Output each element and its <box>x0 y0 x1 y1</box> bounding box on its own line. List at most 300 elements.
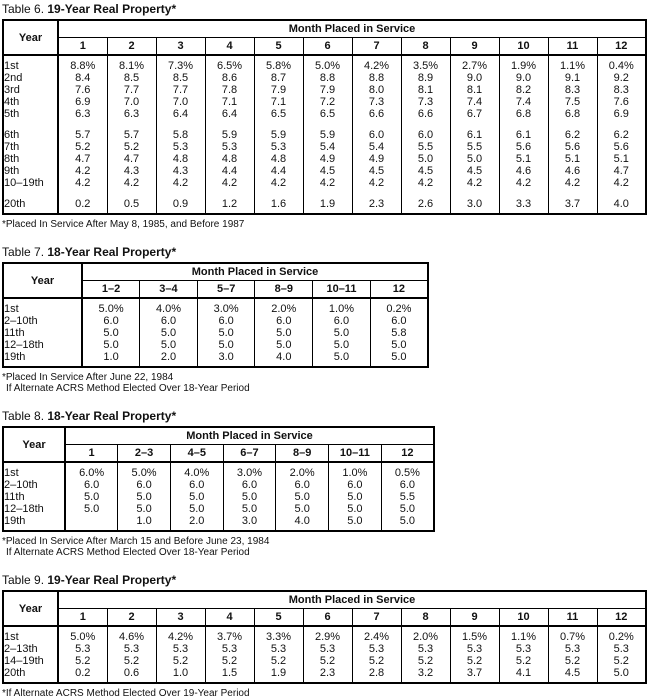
table-row <box>3 298 428 315</box>
row-label: 10–19th <box>3 177 58 189</box>
table-row <box>3 327 428 339</box>
table-cell: 5.0 <box>450 153 499 165</box>
month-column-header: 10 <box>499 609 548 627</box>
table-cell: 6.6 <box>352 108 401 120</box>
table-cell: 1.0 <box>118 515 171 531</box>
row-label: 2–10th <box>3 479 65 491</box>
table-cell: 2.7% <box>450 55 499 72</box>
table-cell: 6.0 <box>197 315 255 327</box>
table-cell: 2.4% <box>352 626 401 643</box>
row-label: 11th <box>3 327 82 339</box>
table-cell: 6.0 <box>401 120 450 141</box>
row-label: 3rd <box>3 84 58 96</box>
table-cell: 5.3 <box>205 141 254 153</box>
table-cell: 5.8 <box>370 327 428 339</box>
table-cell: 3.2 <box>401 667 450 683</box>
table-cell: 8.3 <box>548 84 597 96</box>
row-label: 1st <box>3 626 58 643</box>
table-cell: 7.4 <box>450 96 499 108</box>
table-cell: 2.9% <box>303 626 352 643</box>
month-column-header: 9 <box>450 609 499 627</box>
row-label: 12–18th <box>3 339 82 351</box>
month-column-header: 7 <box>352 609 401 627</box>
table-cell: 5.0 <box>82 327 140 339</box>
table-cell: 5.2 <box>254 655 303 667</box>
table-cell: 4.2 <box>205 177 254 189</box>
table-cell: 8.8 <box>352 72 401 84</box>
table-cell: 6.2 <box>548 120 597 141</box>
table-cell: 6.0 <box>223 479 276 491</box>
table-cell: 5.0 <box>370 351 428 367</box>
month-column-header: 2 <box>107 609 156 627</box>
table-cell: 6.0% <box>65 462 118 479</box>
table-cell: 8.4 <box>58 72 107 84</box>
table-cell: 8.2 <box>499 84 548 96</box>
table-cell: 6.5% <box>205 55 254 72</box>
row-label: 19th <box>3 515 65 531</box>
table-cell <box>65 515 118 531</box>
table-cell: 0.2% <box>370 298 428 315</box>
table-cell: 5.2 <box>107 655 156 667</box>
table-cell: 1.0 <box>82 351 140 367</box>
month-column-header: 3 <box>156 38 205 56</box>
table-cell: 5.0 <box>140 339 198 351</box>
table-cell: 5.2 <box>205 655 254 667</box>
row-label: 11th <box>3 491 65 503</box>
month-column-header: 5 <box>254 609 303 627</box>
table-cell: 1.1% <box>548 55 597 72</box>
month-column-header: 10 <box>499 38 548 56</box>
table-cell: 4.2 <box>107 177 156 189</box>
table9-title <box>2 573 651 587</box>
row-label: 12–18th <box>3 503 65 515</box>
month-group-header: Month Placed in Service <box>82 263 428 281</box>
table-cell: 5.0 <box>313 327 371 339</box>
table7-footnotes <box>2 372 651 394</box>
table-cell: 5.2 <box>450 655 499 667</box>
month-column-header: 8–9 <box>276 445 329 463</box>
table-cell: 4.9 <box>303 153 352 165</box>
table-cell: 5.9 <box>303 120 352 141</box>
table-cell: 5.2 <box>58 141 107 153</box>
table-row <box>3 141 646 153</box>
table-cell: 6.2 <box>597 120 646 141</box>
table-row <box>3 153 646 165</box>
table-cell: 7.3 <box>352 96 401 108</box>
table-cell: 5.0 <box>313 351 371 367</box>
table-cell: 7.8 <box>205 84 254 96</box>
table-cell: 5.0 <box>313 339 371 351</box>
month-group-header: Month Placed in Service <box>65 427 434 445</box>
table-cell: 6.1 <box>450 120 499 141</box>
table-cell: 4.8 <box>205 153 254 165</box>
table-cell: 6.1 <box>499 120 548 141</box>
table-cell: 2.0 <box>140 351 198 367</box>
table-cell: 4.0 <box>276 515 329 531</box>
month-column-header: 1 <box>65 445 118 463</box>
table-row <box>3 165 646 177</box>
month-column-header: 6 <box>303 609 352 627</box>
table-cell: 4.5 <box>450 165 499 177</box>
table-cell: 2.6 <box>401 189 450 214</box>
table-cell: 5.5 <box>401 141 450 153</box>
row-label: 20th <box>3 189 58 214</box>
month-column-header: 3 <box>156 609 205 627</box>
table-cell: 5.0 <box>65 503 118 515</box>
table-cell: 4.0% <box>140 298 198 315</box>
table-cell: 6.4 <box>156 108 205 120</box>
table-cell: 1.9 <box>254 667 303 683</box>
table-cell: 6.6 <box>401 108 450 120</box>
table-cell: 5.3 <box>352 643 401 655</box>
table-cell: 5.6 <box>499 141 548 153</box>
table-cell: 8.6 <box>205 72 254 84</box>
table-row <box>3 491 434 503</box>
table8-title <box>2 409 651 423</box>
table-cell: 8.1% <box>107 55 156 72</box>
table-cell: 5.3 <box>254 643 303 655</box>
month-column-header: 2–3 <box>118 445 171 463</box>
table-cell: 5.0 <box>170 491 223 503</box>
table-row <box>3 315 428 327</box>
table-cell: 5.0 <box>223 503 276 515</box>
table8-footnote-line: *Placed In Service After March 15 and Before June 23, 1984 <box>2 536 270 547</box>
year-column-header: Year <box>3 263 82 298</box>
table-cell: 3.0 <box>450 189 499 214</box>
month-column-header: 6 <box>303 38 352 56</box>
table-cell: 6.0 <box>370 315 428 327</box>
table-cell: 5.3 <box>156 643 205 655</box>
table9-section <box>2 573 651 699</box>
table-cell: 4.2 <box>499 177 548 189</box>
table-cell: 5.0 <box>82 339 140 351</box>
table-cell: 4.5 <box>401 165 450 177</box>
table-cell: 4.4 <box>205 165 254 177</box>
table-cell: 5.2 <box>548 655 597 667</box>
table-cell: 7.4 <box>499 96 548 108</box>
table-row <box>3 96 646 108</box>
table-cell: 4.8 <box>156 153 205 165</box>
table-cell: 5.5 <box>381 491 434 503</box>
table-cell: 6.4 <box>205 108 254 120</box>
table-cell: 0.6 <box>107 667 156 683</box>
table-cell: 6.7 <box>450 108 499 120</box>
month-column-header: 11 <box>548 609 597 627</box>
table-cell: 1.1% <box>499 626 548 643</box>
month-column-header: 4 <box>205 38 254 56</box>
table7-section <box>2 245 651 394</box>
table-cell: 3.0% <box>197 298 255 315</box>
row-label: 2–10th <box>3 315 82 327</box>
table-cell: 5.0 <box>276 491 329 503</box>
table-cell: 8.8% <box>58 55 107 72</box>
table-cell: 4.2 <box>303 177 352 189</box>
table-cell: 1.0% <box>329 462 382 479</box>
table-cell: 0.5% <box>381 462 434 479</box>
table-cell: 4.2 <box>548 177 597 189</box>
table-cell: 4.5 <box>548 667 597 683</box>
table-cell: 4.6 <box>548 165 597 177</box>
month-column-header: 12 <box>597 609 646 627</box>
table-cell: 2.0% <box>401 626 450 643</box>
table-cell: 5.0 <box>255 339 313 351</box>
table-cell: 5.0 <box>223 491 276 503</box>
table-cell: 5.0% <box>118 462 171 479</box>
acrs-table <box>2 19 647 215</box>
table8-footnote-line: If Alternate ACRS Method Elected Over 18-Year Period <box>6 547 250 558</box>
table-cell: 6.3 <box>58 108 107 120</box>
table-cell: 8.1 <box>401 84 450 96</box>
table-cell: 5.0% <box>303 55 352 72</box>
table6-section <box>2 2 651 230</box>
table-cell: 6.8 <box>499 108 548 120</box>
row-label: 1st <box>3 298 82 315</box>
table-cell: 5.0% <box>82 298 140 315</box>
month-column-header: 5 <box>254 38 303 56</box>
row-label: 6th <box>3 120 58 141</box>
table-cell: 3.7% <box>205 626 254 643</box>
table-cell: 2.0 <box>170 515 223 531</box>
table6-title-text: 19-Year Real Property* <box>47 2 177 16</box>
table-cell: 8.1 <box>450 84 499 96</box>
table-cell: 5.3 <box>254 141 303 153</box>
table-cell: 4.5 <box>303 165 352 177</box>
table-cell: 5.1 <box>499 153 548 165</box>
table-cell: 4.6% <box>107 626 156 643</box>
table-cell: 2.0% <box>255 298 313 315</box>
table-cell: 7.1 <box>254 96 303 108</box>
row-label: 1st <box>3 462 65 479</box>
month-column-header: 4–5 <box>170 445 223 463</box>
table-cell: 5.0 <box>381 515 434 531</box>
year-column-header: Year <box>3 591 58 626</box>
row-label: 7th <box>3 141 58 153</box>
table-cell: 5.8 <box>156 120 205 141</box>
table-row <box>3 626 646 643</box>
table-cell: 5.0 <box>118 491 171 503</box>
table-cell: 6.8 <box>548 108 597 120</box>
table-cell: 4.7 <box>107 153 156 165</box>
table-row <box>3 351 428 367</box>
table-row <box>3 655 646 667</box>
table-cell: 8.0 <box>352 84 401 96</box>
table-cell: 6.0 <box>329 479 382 491</box>
table-cell: 4.2% <box>156 626 205 643</box>
table-cell: 6.9 <box>58 96 107 108</box>
table-cell: 5.2 <box>597 655 646 667</box>
table-cell: 9.0 <box>499 72 548 84</box>
table-cell: 6.0 <box>82 315 140 327</box>
table-cell: 5.3 <box>303 643 352 655</box>
acrs-table <box>2 262 429 368</box>
table7-footnote-line: If Alternate ACRS Method Elected Over 18-Year Period <box>6 383 250 394</box>
table-cell: 6.0 <box>313 315 371 327</box>
month-column-header: 11 <box>548 38 597 56</box>
table-cell: 9.1 <box>548 72 597 84</box>
table-cell: 8.5 <box>156 72 205 84</box>
table-cell: 5.3 <box>205 643 254 655</box>
table-cell: 6.0 <box>118 479 171 491</box>
table-cell: 5.0 <box>401 153 450 165</box>
table-cell: 7.7 <box>107 84 156 96</box>
table-cell: 1.5% <box>450 626 499 643</box>
table-cell: 6.5 <box>303 108 352 120</box>
table-cell: 5.0% <box>58 626 107 643</box>
month-group-header: Month Placed in Service <box>58 591 646 609</box>
table-cell: 5.7 <box>107 120 156 141</box>
table-cell: 5.0 <box>597 667 646 683</box>
table-cell: 6.0 <box>276 479 329 491</box>
table-cell: 5.0 <box>329 491 382 503</box>
table9-footnotes <box>2 688 651 699</box>
table-cell: 4.3 <box>156 165 205 177</box>
month-column-header: 3–4 <box>140 281 198 299</box>
table-cell: 8.3 <box>597 84 646 96</box>
month-column-header: 9 <box>450 38 499 56</box>
table-cell: 4.0% <box>170 462 223 479</box>
table-cell: 5.2 <box>499 655 548 667</box>
table8-title-text: 18-Year Real Property* <box>47 409 177 423</box>
table-cell: 5.0 <box>370 339 428 351</box>
table-cell: 7.9 <box>254 84 303 96</box>
table-cell: 6.0 <box>140 315 198 327</box>
table-cell: 5.2 <box>352 655 401 667</box>
table-cell: 5.0 <box>197 339 255 351</box>
table-cell: 5.3 <box>58 643 107 655</box>
row-label: 5th <box>3 108 58 120</box>
table-row <box>3 503 434 515</box>
table-cell: 4.2 <box>450 177 499 189</box>
table-cell: 0.5 <box>107 189 156 214</box>
table-cell: 4.2 <box>597 177 646 189</box>
month-column-header: 12 <box>381 445 434 463</box>
table-cell: 7.1 <box>205 96 254 108</box>
table-cell: 6.0 <box>255 315 313 327</box>
table8-section <box>2 409 651 558</box>
table-cell: 7.9 <box>303 84 352 96</box>
table-cell: 5.0 <box>329 503 382 515</box>
table-cell: 5.3 <box>499 643 548 655</box>
table8-number: Table 8. <box>2 409 45 423</box>
table-cell: 5.3 <box>548 643 597 655</box>
table-cell: 7.6 <box>597 96 646 108</box>
table-cell: 4.3 <box>107 165 156 177</box>
table-cell: 3.0% <box>223 462 276 479</box>
table-cell: 6.5 <box>254 108 303 120</box>
table-cell: 5.0 <box>65 491 118 503</box>
table-cell: 4.7 <box>597 165 646 177</box>
row-label: 8th <box>3 153 58 165</box>
table6-footnote-line: *Placed In Service After May 8, 1985, and Before 1987 <box>2 219 245 230</box>
table-cell: 4.8 <box>254 153 303 165</box>
table-cell: 4.2 <box>254 177 303 189</box>
month-column-header: 1 <box>58 38 107 56</box>
table7-footnote-line: *Placed In Service After June 22, 1984 <box>2 372 174 383</box>
month-group-header: Month Placed in Service <box>58 20 646 38</box>
table-cell: 0.9 <box>156 189 205 214</box>
month-column-header: 1 <box>58 609 107 627</box>
month-column-header: 2 <box>107 38 156 56</box>
table-cell: 1.6 <box>254 189 303 214</box>
table-row <box>3 72 646 84</box>
acrs-table <box>2 426 435 532</box>
table-cell: 5.0 <box>140 327 198 339</box>
table-cell: 5.3 <box>597 643 646 655</box>
table-cell: 4.7 <box>58 153 107 165</box>
table-cell: 7.7 <box>156 84 205 96</box>
month-column-header: 8 <box>401 609 450 627</box>
table-cell: 4.1 <box>499 667 548 683</box>
table-cell: 5.7 <box>58 120 107 141</box>
table-cell: 1.0% <box>313 298 371 315</box>
table-cell: 5.6 <box>548 141 597 153</box>
month-column-header: 12 <box>370 281 428 299</box>
table-cell: 5.1 <box>597 153 646 165</box>
table8-container <box>2 426 651 532</box>
table-cell: 0.4% <box>597 55 646 72</box>
row-label: 2–13th <box>3 643 58 655</box>
table6-number: Table 6. <box>2 2 45 16</box>
table-cell: 5.3 <box>156 141 205 153</box>
table-cell: 5.0 <box>255 327 313 339</box>
table-row <box>3 84 646 96</box>
month-column-header: 10–11 <box>313 281 371 299</box>
table-cell: 4.2 <box>156 177 205 189</box>
table-cell: 7.0 <box>107 96 156 108</box>
month-column-header: 4 <box>205 609 254 627</box>
acrs-table <box>2 590 647 684</box>
table-cell: 7.6 <box>58 84 107 96</box>
month-column-header: 1–2 <box>82 281 140 299</box>
table-cell: 5.6 <box>597 141 646 153</box>
table-cell: 4.2 <box>352 177 401 189</box>
table-cell: 1.2 <box>205 189 254 214</box>
month-column-header: 6–7 <box>223 445 276 463</box>
row-label: 1st <box>3 55 58 72</box>
table-cell: 7.2 <box>303 96 352 108</box>
table-cell: 1.9% <box>499 55 548 72</box>
table9-footnote-line: *If Alternate ACRS Method Elected Over 19-Year Period <box>2 688 250 699</box>
table-cell: 3.0 <box>197 351 255 367</box>
table-cell: 5.3 <box>401 643 450 655</box>
month-column-header: 7 <box>352 38 401 56</box>
table-cell: 0.2% <box>597 626 646 643</box>
table-row <box>3 120 646 141</box>
table-row <box>3 189 646 214</box>
table-cell: 7.3 <box>401 96 450 108</box>
table-cell: 5.5 <box>450 141 499 153</box>
row-label: 14–19th <box>3 655 58 667</box>
row-label: 20th <box>3 667 58 683</box>
table-cell: 3.7 <box>548 189 597 214</box>
table-cell: 7.3% <box>156 55 205 72</box>
table-cell: 6.0 <box>170 479 223 491</box>
table-row <box>3 462 434 479</box>
row-label: 2nd <box>3 72 58 84</box>
table-row <box>3 55 646 72</box>
table-cell: 3.0 <box>223 515 276 531</box>
table-cell: 4.6 <box>499 165 548 177</box>
table-cell: 5.2 <box>107 141 156 153</box>
table-cell: 2.3 <box>352 189 401 214</box>
table-cell: 8.8 <box>303 72 352 84</box>
table8-footnotes <box>2 536 651 558</box>
table-row <box>3 177 646 189</box>
table-cell: 6.9 <box>597 108 646 120</box>
table-cell: 4.5 <box>352 165 401 177</box>
table-cell: 5.2 <box>401 655 450 667</box>
table-row <box>3 667 646 683</box>
